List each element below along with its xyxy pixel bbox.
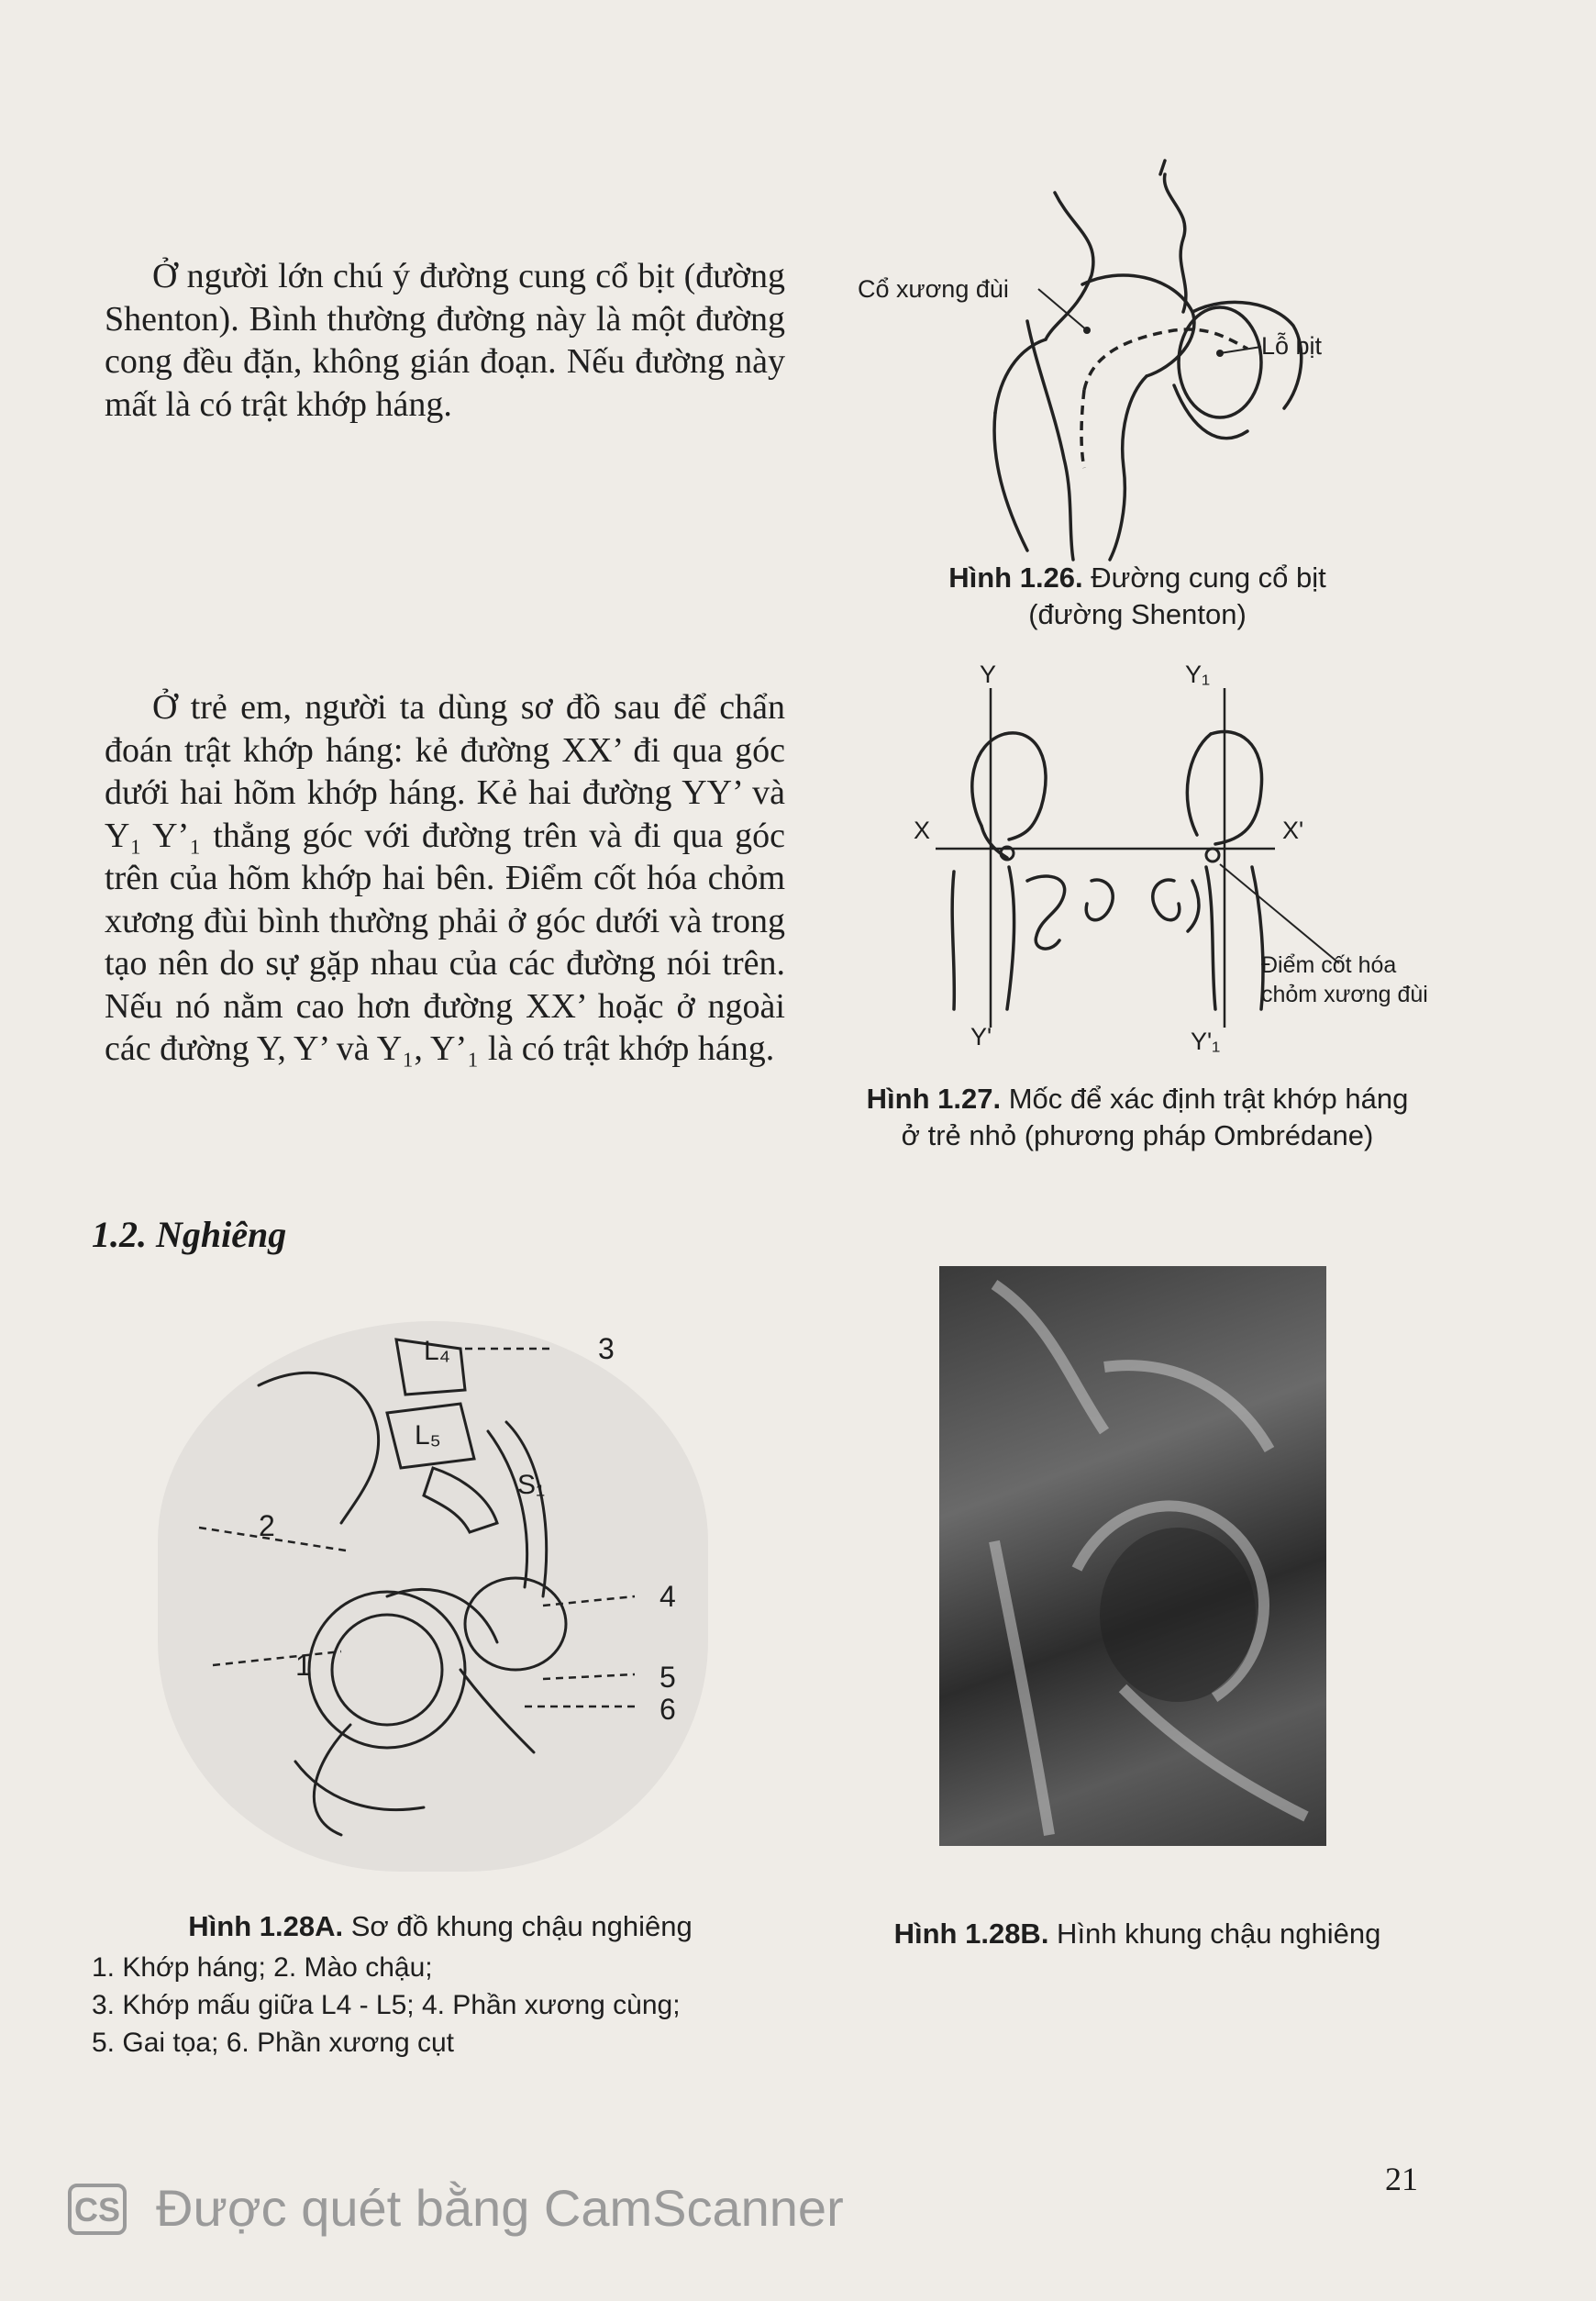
camscanner-watermark: Được quét bằng CamScanner [156, 2179, 844, 2237]
legend-line-1: 1. Khớp háng; 2. Mào chậu; [92, 1952, 433, 1983]
label-3: 3 [598, 1332, 615, 1365]
caption-fig-1-27-line2: ở trẻ nhỏ (phương pháp Ombrédane) [901, 1119, 1374, 1151]
label-6: 6 [659, 1693, 676, 1726]
label-l4: L₄ [424, 1336, 450, 1366]
label-5: 5 [659, 1661, 676, 1694]
caption-fig-1-28a-title: Sơ đồ khung chậu nghiêng [343, 1910, 693, 1942]
legend-fig-1-28a [92, 1949, 826, 2062]
label-y-prime: Y' [970, 1023, 992, 1050]
label-s1: S₁ [517, 1470, 546, 1500]
paragraph-shenton-text: Ở người lớn chú ý đường cung cổ bịt (đường Shenton). Bình thường đường này là một đường cong đều đặn, không gián đoạn. Nếu đường này mất là có trật khớp háng. [105, 257, 785, 424]
caption-fig-1-26-title: Đường cung cổ bịt [1082, 561, 1326, 594]
label-x-prime: X' [1282, 817, 1304, 844]
caption-fig-1-26-number: Hình 1.26. [948, 561, 1083, 594]
label-y1-prime: Y'₁ [1191, 1028, 1221, 1055]
paragraph-shenton [105, 255, 785, 426]
label-y1: Y₁ [1185, 661, 1211, 688]
figure-1-27 [866, 661, 1449, 1151]
figure-1-28a [158, 1321, 726, 1872]
label-x: X [914, 817, 931, 844]
label-ossification-point: Điểm cốt hóa [1261, 952, 1397, 978]
caption-fig-1-26 [899, 560, 1376, 633]
label-obturator-foramen: Lỗ bịt [1261, 332, 1323, 360]
figure-1-26 [844, 156, 1486, 670]
camscanner-logo-icon: CS [68, 2184, 127, 2235]
caption-fig-1-28a [147, 1908, 734, 1945]
label-femoral-neck: Cổ xương đùi [858, 275, 1009, 303]
caption-fig-1-27-number: Hình 1.27. [866, 1083, 1002, 1115]
caption-fig-1-28b-title: Hình khung chậu nghiêng [1048, 1918, 1381, 1950]
label-4: 4 [659, 1580, 676, 1613]
caption-fig-1-26-line2: (đường Shenton) [1028, 598, 1247, 630]
label-y: Y [980, 661, 997, 688]
caption-fig-1-28b [844, 1916, 1431, 1952]
page-number: 21 [1385, 2161, 1418, 2197]
label-1: 1 [295, 1649, 312, 1682]
caption-fig-1-28a-number: Hình 1.28A. [188, 1910, 344, 1942]
xray-image [939, 1266, 1326, 1846]
caption-fig-1-27 [826, 1081, 1449, 1154]
caption-fig-1-27-title: Mốc để xác định trật khớp háng [1001, 1083, 1409, 1115]
caption-fig-1-28b-number: Hình 1.28B. [893, 1918, 1049, 1950]
lateral-pelvis-diagram [158, 1321, 726, 1872]
xray-bone-shapes [939, 1266, 1326, 1846]
paragraph-ombredane [105, 686, 785, 1071]
label-l5: L₅ [415, 1420, 441, 1451]
paragraph-ombredane-text: Ở trẻ em, người ta dùng sơ đồ sau để chẩn đoán trật khớp háng: kẻ đường XX’ đi qua góc dưới hai hõm khớp háng. Kẻ hai đường YY’ và Y₁ Y’₁ thẳng góc với đường trên và đi qua góc trên của hõm khớp hai bên. Điểm cốt hóa chỏm xương đùi bình thường phải ở góc dưới và trong tạo nên do sự gặp nhau của các đường nói trên. Nếu nó nằm cao hơn đường XX’ hoặc ở ngoài các đường Y, Y’ và Y₁, Y’₁ là có trật khớp háng. [105, 688, 785, 1068]
section-heading: 1.2. Nghiêng [92, 1214, 287, 1255]
shenton-line-diagram [844, 156, 1486, 578]
legend-line-3: 5. Gai tọa; 6. Phần xương cụt [92, 2028, 454, 2058]
label-2: 2 [259, 1509, 275, 1542]
label-ossification-point-2: chỏm xương đùi [1261, 982, 1428, 1007]
legend-line-2: 3. Khớp mấu giữa L4 - L5; 4. Phần xương cùng; [92, 1990, 681, 2020]
